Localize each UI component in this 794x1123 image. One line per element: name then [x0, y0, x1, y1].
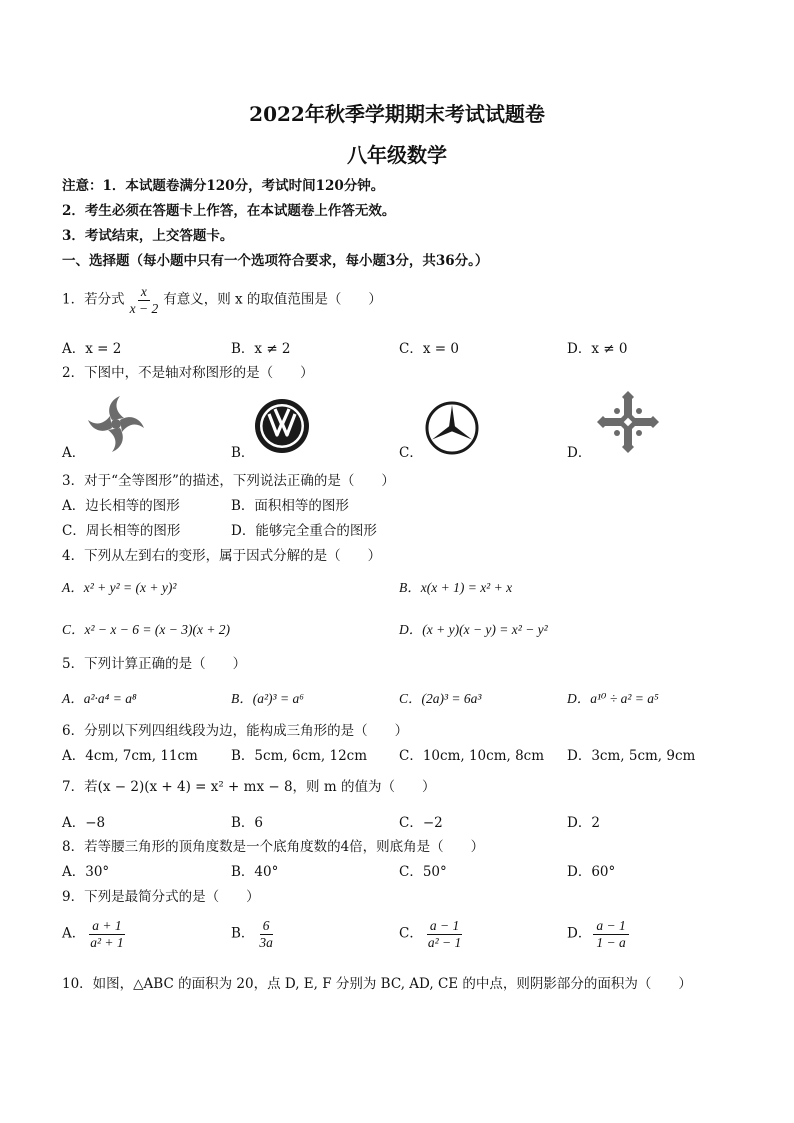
q4-option-d: D．(x + y)(x − y) = x² − y²	[399, 622, 548, 637]
q9-d-num: a − 1	[593, 918, 628, 935]
q9-c-label: C．	[399, 925, 423, 942]
q8-option-c: C．50°	[399, 864, 447, 880]
q5-option-d: D．a¹⁰ ÷ a² = a⁵	[567, 691, 659, 706]
q5-option-a: A．a²·a⁴ = a⁸	[62, 691, 137, 706]
q9-a-fraction	[87, 918, 126, 950]
exam-subtitle: 八年级数学	[347, 143, 447, 167]
q4-option-b: B．x(x + 1) = x² + x	[399, 580, 513, 595]
q7-option-b: B．6	[231, 815, 264, 831]
q9-option-a	[62, 918, 129, 950]
exam-title: 2022年秋季学期期末考试试题卷	[249, 102, 545, 126]
vw-logo-figure	[254, 398, 310, 454]
q3-option-c: C．周长相等的图形	[62, 523, 181, 539]
q6-option-b: B．5cm, 6cm, 12cm	[231, 748, 368, 764]
section-heading: 一、选择题（每小题中只有一个选项符合要求，每小题3分，共36分。）	[62, 253, 489, 269]
q1-option-d: D．x ≠ 0	[567, 341, 628, 357]
q9-d-den: 1 − a	[596, 934, 626, 950]
q2-option-c: C．	[399, 445, 423, 461]
note-1: 注意：1．本试题卷满分120分，考试时间120分钟。	[62, 178, 385, 194]
question-5-stem: 5．下列计算正确的是（ ）	[62, 656, 247, 672]
q9-c-num: a − 1	[427, 918, 462, 935]
q9-option-b	[231, 918, 278, 950]
q8-option-d: D．60°	[567, 864, 616, 880]
question-7-stem: 7．若(x − 2)(x + 4) = x² + mx − 8，则 m 的值为（ ）	[62, 779, 436, 795]
q3-option-d: D．能够完全重合的图形	[231, 523, 377, 539]
note-2: 2．考生必须在答题卡上作答，在本试题卷上作答无效。	[62, 203, 396, 219]
q6-option-c: C．10cm, 10cm, 8cm	[399, 748, 545, 764]
q9-d-label: D．	[567, 925, 592, 942]
q1-frac-den: x − 2	[129, 300, 159, 316]
question-1-stem	[62, 284, 382, 316]
q9-option-d	[567, 918, 631, 950]
question-8-stem: 8．若等腰三角形的顶角度数是一个底角度数的4倍，则底角是（ ）	[62, 839, 485, 855]
q9-b-num: 6	[260, 918, 273, 935]
question-10-stem: 10．如图，△ABC 的面积为 20，点 D, E, F 分别为 BC, AD, CE 的中点，则阴影部分的面积为（ ）	[62, 976, 692, 992]
q2-option-a: A．	[62, 445, 86, 461]
q9-a-label: A．	[62, 925, 86, 942]
q3-option-a: A．边长相等的图形	[62, 498, 180, 514]
q7-option-a: A．−8	[62, 815, 106, 831]
q9-b-fraction	[256, 918, 276, 950]
note-3: 3．考试结束，上交答题卡。	[62, 228, 234, 244]
q5-option-c: C．(2a)³ = 6a³	[399, 691, 482, 706]
q9-c-den: a² − 1	[427, 934, 462, 950]
q9-c-fraction	[425, 918, 464, 950]
q1-fraction	[127, 284, 162, 316]
question-3-stem: 3．对于“全等图形”的描述，下列说法正确的是（ ）	[62, 473, 395, 489]
q4-option-a: A．x² + y² = (x + y)²	[62, 580, 177, 595]
question-2-stem: 2．下图中，不是轴对称图形的是（ ）	[62, 365, 314, 381]
q7-option-d: D．2	[567, 815, 600, 831]
q9-b-label: B．	[231, 925, 255, 942]
q8-option-a: A．30°	[62, 864, 110, 880]
q5-option-b: B．(a²)³ = a⁶	[231, 691, 304, 706]
q2-option-b: B．	[231, 445, 255, 461]
q6-option-d: D．3cm, 5cm, 9cm	[567, 748, 696, 764]
q6-option-a: A．4cm, 7cm, 11cm	[62, 748, 198, 764]
question-6-stem: 6．分别以下列四组线段为边，能构成三角形的是（ ）	[62, 723, 409, 739]
cross-figure	[596, 390, 660, 454]
q1-option-b: B．x ≠ 2	[231, 341, 291, 357]
q9-option-c	[399, 918, 466, 950]
q9-a-den: a² + 1	[90, 934, 124, 950]
q1-prefix: 1．若分式	[62, 291, 125, 308]
q1-option-c: C．x = 0	[399, 341, 459, 357]
mercedes-logo-figure	[424, 400, 480, 456]
q7-option-c: C．−2	[399, 815, 443, 831]
q1-suffix: 有意义，则 x 的取值范围是（ ）	[163, 291, 382, 308]
question-4-stem: 4．下列从左到右的变形，属于因式分解的是（ ）	[62, 548, 382, 564]
q3-option-b: B．面积相等的图形	[231, 498, 349, 514]
q9-d-fraction	[593, 918, 628, 950]
swirl-figure	[86, 394, 146, 454]
q8-option-b: B．40°	[231, 864, 279, 880]
question-9-stem: 9．下列是最简分式的是（ ）	[62, 889, 260, 905]
q1-frac-num: x	[138, 284, 150, 301]
q9-a-num: a + 1	[89, 918, 124, 935]
q4-option-c: C．x² − x − 6 = (x − 3)(x + 2)	[62, 622, 231, 637]
q9-b-den: 3a	[259, 934, 273, 950]
q2-option-d: D．	[567, 445, 592, 461]
q1-option-a: A．x = 2	[62, 341, 122, 357]
